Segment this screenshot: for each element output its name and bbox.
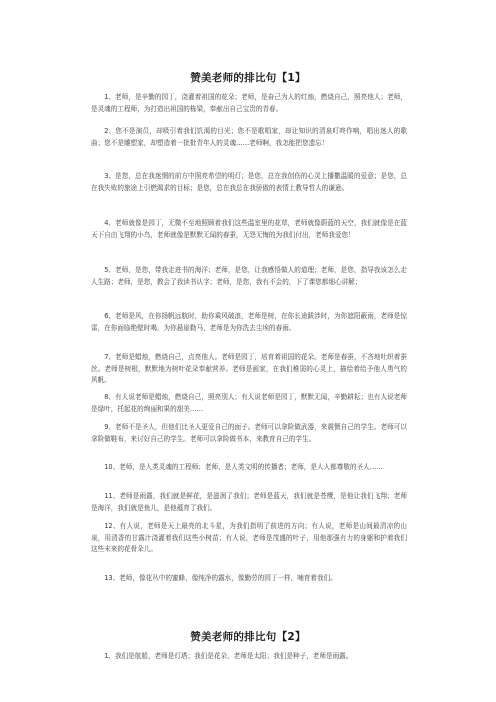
paragraph-1-8: 8、有人说老师是蜡烛，燃烧自己，照亮别人；有人说老师是园丁，默默无闻，辛勤耕耘；也有人说老师是绿叶，托起花的绚丽和果的甜美……	[91, 393, 407, 413]
paragraph-1-7: 7、老师是蜡烛，燃烧自己，点亮他人。老师是园丁，培育着祖国的花朵。老师是春蚕，不吝地吐织着蚕丝。老师是树根，默默地为树叶花朵奉献营养。老师是画家，在我们稚弱的心灵上，描绘着给予他人勇气的风帆。	[91, 353, 407, 385]
paragraph-1-11: 11、老师是雨露，我们就是鲜花，是滋润了我们；老师是蓝天，我们就是苍鹰，是他让我们飞翔；老师是海洋，我们就是鱼儿，是他蕴育了我们。	[91, 492, 407, 512]
paragraph-2-1: 1、我们是航船，老师是灯塔；我们是花朵，老师是太阳；我们是种子，老师是雨露。	[104, 652, 353, 660]
paragraph-1-12: 12、有人说，老师是天上最亮的北斗星，为我们指明了前进的方向；有人说，老师是山间最清凉的山泉，用清香的甘露汁浇灌着我们这些小树苗；有人说，老师是茂盛的叶子，用他那强有力的身躯和护着我们这些未来的花骨朵儿。	[91, 522, 407, 554]
paragraph-1-1: 1、老师，是辛勤的园丁，浇灌着祖国的花朵；老师，是奋己为人的红烛，燃烧自己，照亮他人；老师，是灵魂的工程师，为打造出祖国的栋梁，奉献出自己宝贵的青春。	[91, 93, 407, 113]
section-1-title: 赞美老师的排比句【1】	[190, 72, 306, 84]
paragraph-1-2: 2、您不是演员，却吸引着我们饥渴的目光；您不是歌唱家，却让知识的清泉叮咚作响，唱出迷人的歌曲；您不是雕塑家，却塑造着一批批青年人的灵魂……老师啊，我怎能把您遗忘！	[91, 127, 407, 147]
paragraph-1-9: 9、老师不是圣人，但他们比圣人更爱自己的面子。老师可以拿险做武器，来震慑自己的学生。老师可以拿险做鞋布，来讨好自己的学生。老师可以拿险做书本，来教育自己的学生。	[91, 423, 407, 443]
paragraph-1-13: 13、老师，像花丛中的蜜蜂，像纯净的露水，像勤劳的园丁一样，哺育着我们。	[104, 574, 337, 582]
paragraph-1-3: 3、是您，总在我迷惘的前方中照亮希望的明灯；是您，总在我创伤的心灵上播撒温暖的爱意；是您，总在我失败的旅途上引燃渴求的目标；是您，总在我总在我骄傲的表情上教导哲人的谦逊。	[91, 172, 407, 192]
section-2-title: 赞美老师的排比句【2】	[190, 631, 306, 643]
paragraph-1-10: 10、老师，是人类灵魂的工程师；老师，是人类文明的传播者；老师，是人人都尊敬的圣人……	[104, 463, 383, 471]
paragraph-1-5: 5、老师，是您，带我走进书的海洋；老师，是您，让我感悟做人的道理；老师，是您，指导我该怎么走人生路；老师，是您，教会了我读书认字；老师，是您，我有不会的，下了课您都细心讲解；	[91, 266, 407, 286]
paragraph-1-4: 4、老师就像是园丁，无微不至地照顾着我们这些温室里的花草，老师就像蔚蓝的天空，我们就像是在蓝天下自由飞翔的小鸟，老师就像是默默无闻的春蚕，无怨无悔的为我们付出，老师我爱您！	[91, 219, 407, 239]
paragraph-1-6: 6、老师是风，在你扬帆远航时，助你乘风破浪，老师是树，在你长途跋涉时，为你遮阳蔽雨，老师是惊雷，在你面临绝壁时喝，为你悬崖勒马，老师是为你洗去尘埃的春雨。	[91, 312, 407, 332]
